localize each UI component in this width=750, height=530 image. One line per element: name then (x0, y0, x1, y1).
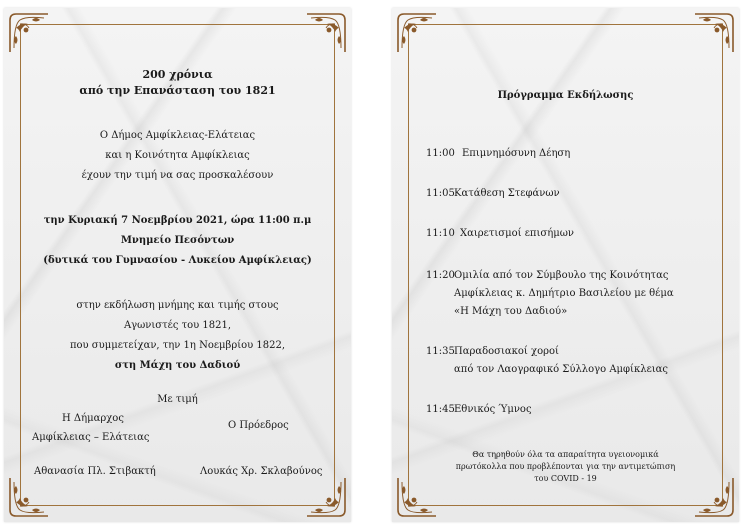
program-heading: Πρόγραμμα Εκδήλωσης (497, 90, 634, 101)
program-time: 11:35 (426, 346, 455, 357)
mayor-municipality: Αμφίκλειας – Ελάτειας (32, 432, 150, 443)
event-date: την Κυριακή 7 Νοεμβρίου 2021, ώρα 11:00 π.μ (43, 215, 312, 226)
program-time: 11:00 (426, 148, 455, 159)
program-time: 11:05 (426, 188, 455, 199)
event-line-4: στη Μάχη του Δαδιού (114, 360, 241, 371)
corner-ornament-icon (394, 10, 440, 56)
corner-ornament-icon (6, 10, 52, 56)
mayor-name: Αθανασία Πλ. Στιβακτή (34, 466, 156, 477)
program-item-text: Κατάθεση Στεφάνων (454, 188, 560, 199)
program-time: 11:20 (426, 270, 455, 281)
program-item-text: Εθνικός Ύμνος (454, 404, 532, 415)
event-place: Μνημείο Πεσόντων (120, 235, 235, 246)
closing: Με τιμή (157, 394, 198, 405)
invitation-panel (4, 8, 351, 522)
president-title: Ο Πρόεδρος (228, 420, 289, 431)
program-item-text: Ομιλία από τον Σύμβουλο της Κοινότητας (454, 270, 669, 281)
title-line-1: 200 χρόνια (142, 68, 213, 81)
program-item-text: Επιμνημόσυνη Δέηση (462, 148, 571, 159)
program-item-text: Παραδοσιακοί χοροί (454, 346, 559, 357)
corner-ornament-icon (6, 474, 52, 520)
corner-ornament-icon (303, 474, 349, 520)
health-note-line-2: πρωτόκολλα που προβλέπονται για την αντιμετώπιση (455, 462, 676, 471)
corner-ornament-icon (691, 10, 737, 56)
program-item-text: Αμφίκλειας κ. Δημήτριο Βασιλείου με θέμα (454, 288, 674, 299)
title-line-2: από την Επανάσταση του 1821 (79, 84, 276, 97)
president-name: Λουκάς Χρ. Σκλαβούνος (200, 466, 323, 477)
event-line-2: Αγωνιστές του 1821, (123, 320, 232, 331)
program-panel (392, 8, 739, 522)
program-time: 11:45 (426, 404, 455, 415)
health-note-line-3: του COVID - 19 (534, 474, 597, 483)
intro-line-2: και η Κοινότητα Αμφίκλειας (105, 150, 250, 161)
program-item-text: από τον Λαογραφικό Σύλλογο Αμφίκλειας (454, 364, 669, 375)
health-note-line-1: Θα τηρηθούν όλα τα απαραίτητα υγειονομικά (472, 450, 659, 459)
corner-ornament-icon (303, 10, 349, 56)
program-item-text: Χαιρετισμοί επισήμων (460, 228, 574, 239)
event-line-3: που συμμετείχαν, την 1η Νοεμβρίου 1822, (69, 340, 286, 351)
event-line-1: στην εκδήλωση μνήμης και τιμής στους (76, 300, 279, 311)
program-item-text: «Η Μάχη του Δαδιού» (454, 306, 568, 317)
intro-line-3: έχουν την τιμή να σας προσκαλέσουν (81, 170, 274, 181)
program-time: 11:10 (426, 228, 455, 239)
mayor-title: Η Δήμαρχος (62, 413, 124, 424)
intro-line-1: Ο Δήμος Αμφίκλειας-Ελάτειας (99, 130, 256, 141)
event-place-detail: (δυτικά του Γυμνασίου - Λυκείου Αμφίκλειας) (43, 255, 312, 266)
